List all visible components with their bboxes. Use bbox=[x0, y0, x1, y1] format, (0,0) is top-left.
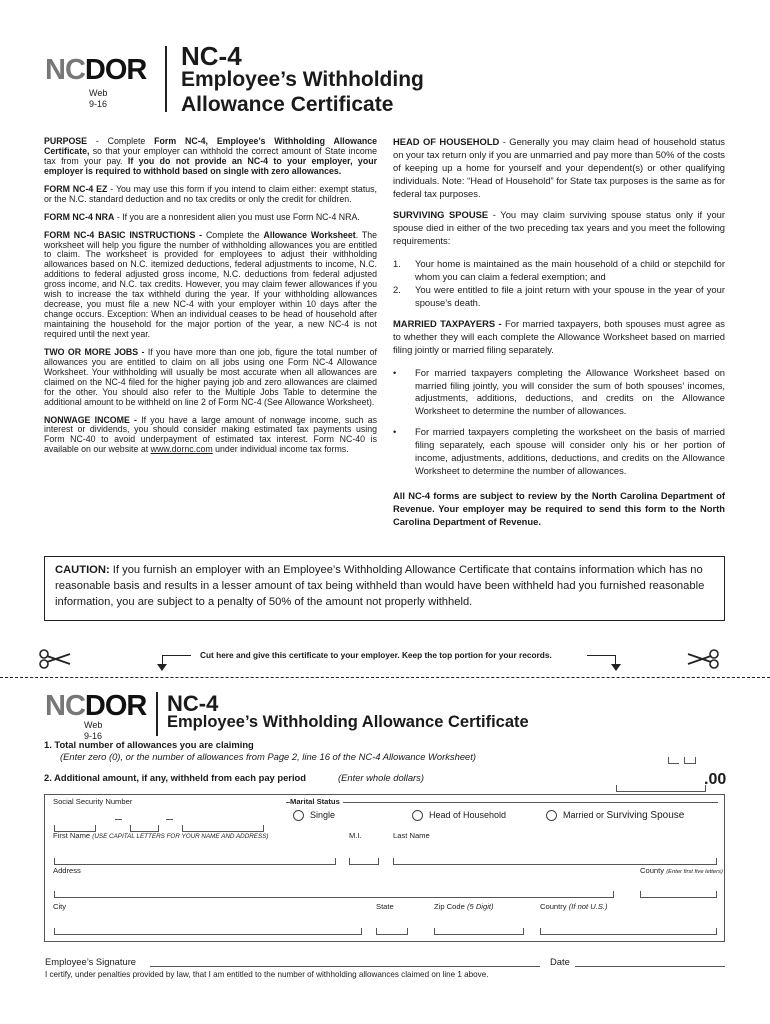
address-input[interactable] bbox=[54, 891, 614, 898]
bullet-jointly bbox=[393, 367, 725, 419]
single-label: Single bbox=[310, 810, 336, 820]
scissors-icon bbox=[686, 648, 720, 670]
line1-label: 1. Total number of allowances you are claiming bbox=[44, 739, 254, 750]
cut-arrow-left bbox=[157, 664, 167, 671]
cut-arrow-right bbox=[611, 664, 621, 671]
signature-label: Employee’s Signature bbox=[45, 956, 137, 967]
certify-statement: I certify, under penalties provided by law, that I am entitled to the number of withholding allowances claimed on line 1 above. bbox=[45, 970, 489, 979]
state-input[interactable] bbox=[376, 928, 408, 935]
last-name-label: Last Name bbox=[393, 831, 430, 840]
city-label: City bbox=[53, 902, 67, 911]
country-note: (If not U.S.) bbox=[568, 902, 608, 911]
purpose-text-a: - Complete bbox=[87, 136, 155, 146]
req2-text: You were entitled to file a joint return with your spouse in the year of your spouse’s death. bbox=[415, 283, 725, 308]
dornc-link[interactable]: www.dornc.com bbox=[150, 444, 213, 455]
married-label bbox=[563, 810, 684, 821]
date-input[interactable] bbox=[575, 966, 725, 967]
mi-label: M.I. bbox=[349, 831, 362, 840]
purpose-text-c: so that your employer can withhold the correct amount of State income tax from your pay. bbox=[44, 145, 377, 166]
state-label: State bbox=[376, 902, 394, 911]
basic-text-c: . The worksheet will help you figure the number of withholding allowances you are entitled to claim. The worksheet is provided for employees to adjust their withholding allowances based on N.C. itemized deductions, federal adjustments to income, N.C. additions to federal adjusted gross income, N.C. deductions from federal adjusted gross income, and N.C. tax credits. However, you may claim fewer allowances if you wish to increase the tax withheld during the year. If your withholding allowances decrease, you must file a new NC-4 with your employer within 10 days after the change occurs. Exception: When an individual ceases to be head of household after maintaining the household for the major portion of the year, a new NC-4 is not required until the next year. bbox=[44, 229, 378, 339]
allowances-input[interactable] bbox=[668, 757, 679, 764]
county-note: (Enter first five letters) bbox=[666, 869, 723, 875]
signature-input[interactable] bbox=[150, 966, 540, 967]
country-input[interactable] bbox=[540, 928, 717, 935]
bullet2-text: For married taxpayers completing the worksheet on the basis of married filing separately, each spouse will consider only his or her portion of income, adjustments, additions, deductions, and credits on the Allowance Worksheet to determine the number of allowances. bbox=[415, 426, 725, 477]
country-label bbox=[540, 902, 608, 911]
first-name-label bbox=[53, 831, 269, 840]
requirement-2 bbox=[393, 284, 725, 310]
cert-title: Employee’s Withholding Allowance Certificate bbox=[167, 713, 529, 731]
line1-sub: (Enter zero (0), or the number of allowances from Page 2, line 16 of the NC-4 Allowance Worksheet) bbox=[60, 751, 476, 762]
basic-text-b: Allowance Worksheet bbox=[263, 229, 356, 240]
radio-head-of-household[interactable] bbox=[412, 810, 423, 821]
married-text: For married taxpayers, both spouses must agree as to whether they will each complete the Allowance Worksheet based on married filing jointly or married filing separately. bbox=[393, 317, 725, 355]
ez-title: FORM NC-4 EZ bbox=[44, 183, 108, 194]
two-jobs-text: If you have more than one job, figure the total number of allowances you are entitled to claim on all jobs using one Form NC-4 Allowance Worksheet. Your withholding will usually be most accurate when all allowances are claimed on the NC-4 filed for the higher paying job and zero allowances are claimed for the other. You should also refer to the Multiple Jobs Table to determine the additional amount to be withheld on line 2 of Form NC-4 (See Allowance Worksheet). bbox=[44, 346, 377, 407]
cert-form-number: NC-4 bbox=[167, 691, 219, 716]
web-label: Web bbox=[89, 88, 108, 98]
zip-input[interactable] bbox=[434, 928, 524, 935]
mi-input[interactable] bbox=[349, 858, 379, 865]
county-label bbox=[640, 866, 723, 875]
hoh-paragraph bbox=[393, 136, 725, 201]
hoh-label: Head of Household bbox=[429, 810, 507, 820]
bullet1-text: For married taxpayers completing the Allowance Worksheet based on married filing jointly, you will consider the sum of both spouses’ incomes, adjustments, additions, deductions, and credits on the Allowance Worksheet to determine the number of allowances. bbox=[415, 366, 725, 417]
form-title-line2: Allowance Certificate bbox=[181, 93, 394, 116]
nra-title: FORM NC-4 NRA bbox=[44, 211, 115, 222]
logo-dor: DOR bbox=[84, 690, 147, 722]
radio-married[interactable] bbox=[546, 810, 557, 821]
form-number: NC-4 bbox=[181, 41, 242, 71]
zip-label bbox=[434, 902, 494, 911]
ez-paragraph bbox=[44, 185, 377, 205]
right-instructions bbox=[393, 136, 725, 537]
version-label: 9-16 bbox=[84, 731, 103, 741]
bullet-mark: • bbox=[393, 426, 397, 438]
purpose-paragraph bbox=[44, 137, 377, 177]
last-name-input[interactable] bbox=[393, 858, 717, 865]
ssn-dash bbox=[115, 819, 122, 820]
purpose-text-b: Form NC-4, Employee’s Withholding Allowance Certificate, bbox=[44, 136, 377, 156]
married-label-a: Married or bbox=[563, 810, 607, 820]
line2-sub: (Enter whole dollars) bbox=[338, 772, 424, 783]
review-text: All NC-4 forms are subject to review by the North Carolina Department of Revenue. Your employer may be required to send this form to the North Carolina Department of Revenue. bbox=[393, 490, 725, 528]
cert-header-divider bbox=[156, 692, 158, 736]
logo-dor: DOR bbox=[84, 54, 147, 86]
married-title: MARRIED TAXPAYERS - bbox=[393, 317, 502, 329]
nonwage-text-a: If you have a large amount of nonwage income, such as interest or dividends, you should consider making estimated tax payments using Form NC-40 to avoid underpayment of estimated tax interest. Form NC-40 is available on our website at bbox=[44, 414, 378, 455]
requirement-1 bbox=[393, 258, 725, 284]
two-jobs-paragraph bbox=[44, 348, 377, 408]
nonwage-text-b: under individual income tax forms. bbox=[212, 444, 349, 455]
logo-nc: NC bbox=[45, 690, 85, 722]
first-name-input[interactable] bbox=[54, 858, 336, 865]
first-name-note: (USE CAPITAL LETTERS FOR YOUR NAME AND ADDRESS) bbox=[92, 833, 269, 840]
cut-line bbox=[0, 677, 770, 678]
ez-text: - You may use this form if you intend to claim either: exempt status, or the N.C. standard deduction and no tax credits or only the credit for children. bbox=[44, 183, 377, 204]
nonwage-paragraph bbox=[44, 416, 377, 456]
purpose-text-d: If you do not provide an NC-4 to your employer, your employer is required to withhold based on single with zero allowances. bbox=[44, 155, 377, 176]
left-instructions bbox=[44, 137, 377, 463]
line2-label: 2. Additional amount, if any, withheld from each pay period bbox=[44, 772, 307, 783]
address-label: Address bbox=[53, 866, 81, 875]
county-input[interactable] bbox=[640, 891, 717, 898]
req2-number: 2. bbox=[393, 283, 401, 295]
city-input[interactable] bbox=[54, 928, 362, 935]
basic-text-a: Complete the bbox=[202, 229, 264, 240]
allowances-input[interactable] bbox=[684, 757, 696, 764]
form-title-line1: Employee’s Withholding bbox=[181, 68, 424, 91]
marital-status-label: Marital Status bbox=[290, 797, 343, 806]
req1-number: 1. bbox=[393, 257, 401, 269]
nra-paragraph bbox=[44, 213, 377, 223]
basic-title: FORM NC-4 BASIC INSTRUCTIONS - bbox=[44, 229, 203, 240]
ss-paragraph bbox=[393, 209, 725, 248]
header-divider bbox=[165, 46, 167, 112]
married-paragraph bbox=[393, 318, 725, 357]
additional-amount-input[interactable] bbox=[616, 785, 706, 792]
ss-text: - You may claim surviving spouse status only if your spouse died in either of the two preceding tax years and you meet the following requirements: bbox=[393, 208, 726, 246]
nra-text: - If you are a nonresident alien you must use Form NC-4 NRA. bbox=[114, 211, 360, 222]
zip-note: (5 Digit) bbox=[466, 902, 494, 911]
review-paragraph bbox=[393, 490, 725, 529]
married-label-b: Surviving Spouse bbox=[606, 810, 685, 821]
date-label: Date bbox=[550, 956, 570, 967]
caution-label: CAUTION: bbox=[55, 564, 110, 576]
bullet-mark: • bbox=[393, 366, 397, 378]
purpose-title: PURPOSE bbox=[44, 136, 88, 146]
version-label: 9-16 bbox=[89, 99, 108, 109]
cents-label: .00 bbox=[704, 771, 727, 788]
scissors-icon bbox=[38, 648, 72, 670]
logo-nc: NC bbox=[45, 54, 85, 86]
two-jobs-title: TWO OR MORE JOBS - bbox=[44, 346, 145, 357]
county-text: County bbox=[640, 866, 665, 875]
ssn-label: Social Security Number bbox=[53, 797, 133, 806]
caution-text: If you furnish an employer with an Employee’s Withholding Allowance Certificate that contains information which has no reasonable basis and results in a lesser amount of tax being withheld than would have been withheld had you furnished reasonable information, you are subject to a penalty of 50% of the amount not properly withheld. bbox=[55, 564, 705, 608]
first-name-text: First Name bbox=[53, 831, 91, 840]
ncdor-logo bbox=[45, 54, 146, 86]
radio-single[interactable] bbox=[293, 810, 304, 821]
bullet-separately bbox=[393, 426, 725, 478]
zip-text: Zip Code bbox=[434, 902, 465, 911]
country-text: Country bbox=[540, 902, 567, 911]
ncdor-logo bbox=[45, 690, 146, 722]
hoh-title: HEAD OF HOUSEHOLD bbox=[393, 136, 500, 147]
hoh-text: - Generally you may claim head of household status on your tax return only if you are unmarried and pay more than 50% of the costs of keeping up a home for yourself and your dependent(s) or other qualifying individuals. Note: “Head of Household” for State tax purposes is the same as for federal tax purposes. bbox=[393, 136, 725, 199]
cut-instruction: Cut here and give this certificate to your employer. Keep the top portion for your records. bbox=[200, 650, 552, 660]
nonwage-title: NONWAGE INCOME - bbox=[44, 414, 137, 425]
caution-box bbox=[44, 556, 725, 621]
ssn-dash bbox=[166, 819, 173, 820]
basic-paragraph bbox=[44, 231, 377, 340]
web-label: Web bbox=[84, 720, 103, 730]
req1-text: Your home is maintained as the main household of a child or stepchild for whom you can claim a federal exemption; and bbox=[415, 257, 725, 282]
ss-title: SURVIVING SPOUSE bbox=[393, 208, 489, 220]
